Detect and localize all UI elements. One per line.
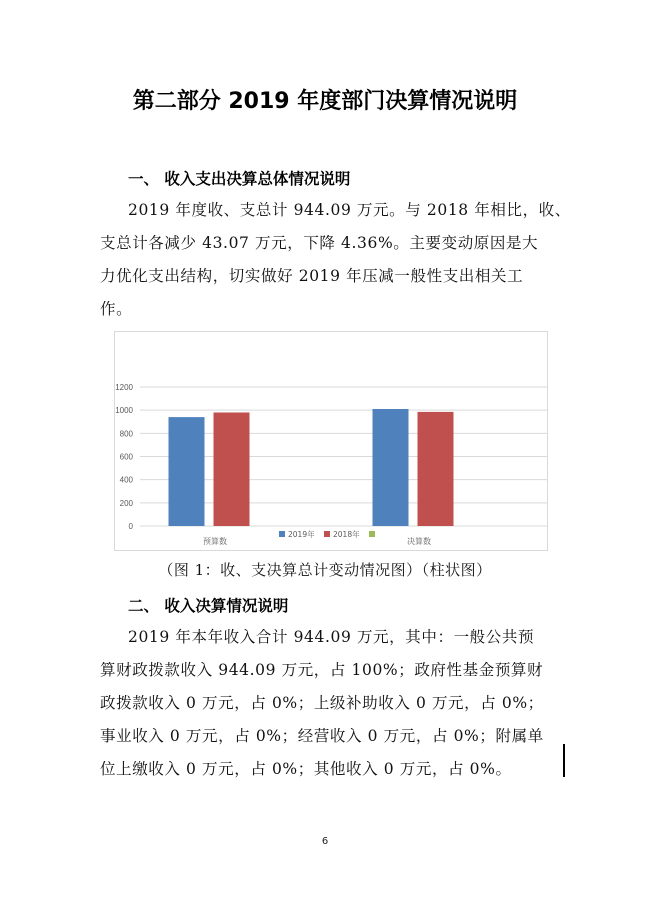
margin-rule <box>563 744 565 777</box>
income-line-4: 事业收入 0 万元，占 0%；经营收入 0 万元，占 0%；附属单 <box>100 727 544 745</box>
bar <box>373 409 409 526</box>
bar <box>169 417 205 526</box>
overview-line-3: 力优化支出结构，切实做好 2019 年压减一般性支出相关工 <box>100 267 524 285</box>
y-tick-label: 400 <box>119 475 133 485</box>
y-tick-label: 800 <box>119 429 133 439</box>
page-number: 6 <box>321 836 329 847</box>
bar <box>418 412 454 526</box>
income-line-5: 位上缴收入 0 万元，占 0%；其他收入 0 万元，占 0%。 <box>100 760 512 778</box>
bar-chart <box>115 332 547 550</box>
x-category-label: 决算数 <box>407 537 431 546</box>
section-heading-income: 二、 收入决算情况说明 <box>128 597 289 615</box>
x-category-label: 预算数 <box>203 537 227 546</box>
overview-line-2: 支总计各减少 43.07 万元，下降 4.36%。主要变动原因是大 <box>100 234 539 252</box>
overview-line-1: 2019 年度收、支总计 944.09 万元。与 2018 年相比，收、 <box>128 201 571 219</box>
bar <box>214 412 250 526</box>
income-line-2: 算财政拨款收入 944.09 万元，占 100%；政府性基金预算财 <box>100 661 544 679</box>
legend-swatch <box>369 531 375 537</box>
legend-swatch <box>324 531 330 537</box>
legend-swatch <box>279 531 285 537</box>
y-tick-label: 1000 <box>115 406 133 416</box>
page-title: 第二部分 2019 年度部门决算情况说明 <box>132 89 518 114</box>
figure-caption: （图 1：收、支决算总计变动情况图）（柱状图） <box>158 561 492 579</box>
y-tick-label: 200 <box>119 498 133 508</box>
budget-chart <box>114 331 548 551</box>
overview-line-4: 作。 <box>100 300 133 318</box>
y-tick-label: 0 <box>128 522 133 531</box>
income-line-1: 2019 年本年收入合计 944.09 万元，其中：一般公共预 <box>128 628 535 646</box>
legend-label: 2019年 <box>288 530 315 539</box>
income-line-3: 政拨款收入 0 万元，占 0%；上级补助收入 0 万元，占 0%； <box>100 694 544 712</box>
y-tick-label: 1200 <box>115 383 133 392</box>
legend-label: 2018年 <box>333 530 360 539</box>
section-heading-overview: 一、 收入支出决算总体情况说明 <box>128 170 351 188</box>
y-tick-label: 600 <box>119 452 133 462</box>
